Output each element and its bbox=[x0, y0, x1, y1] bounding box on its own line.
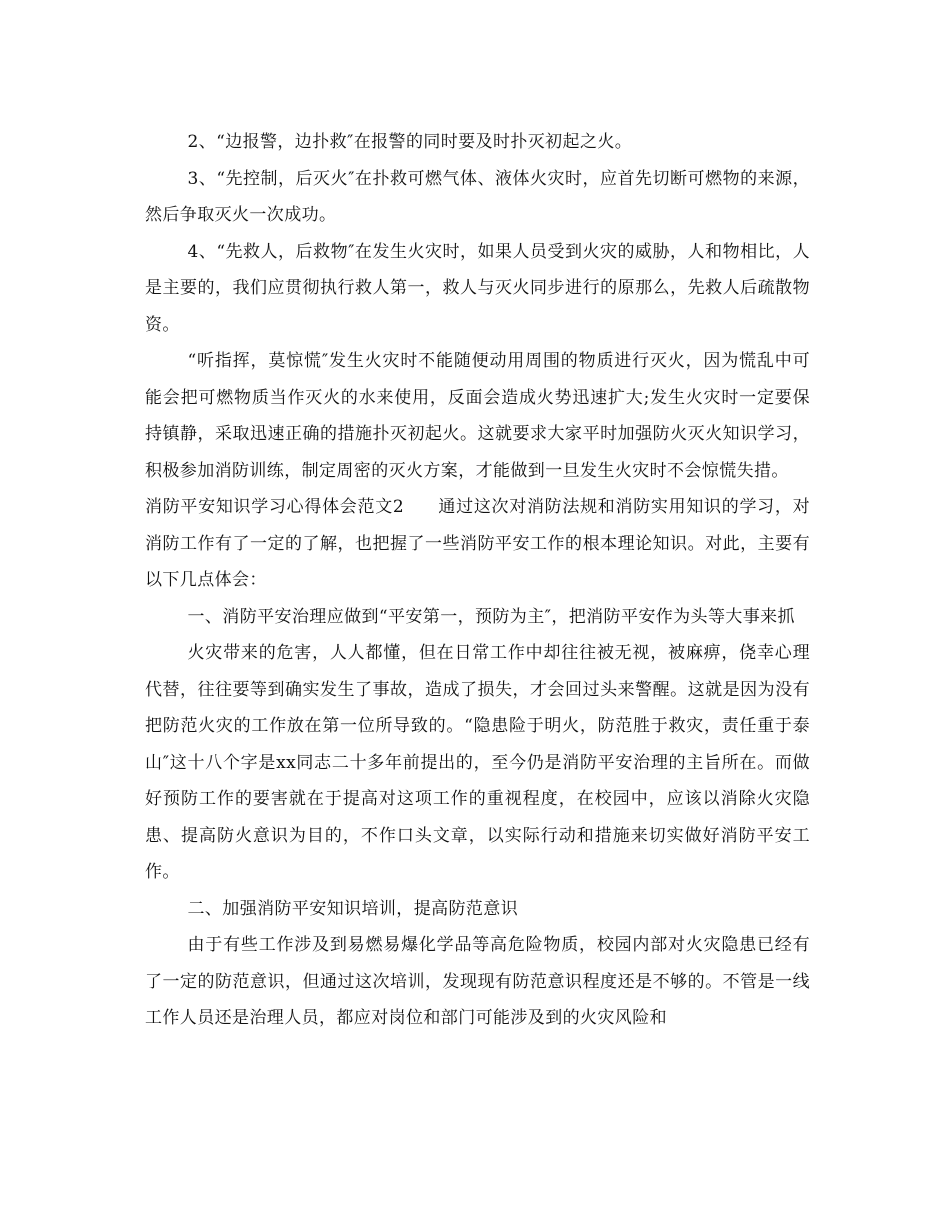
section-intro: 通过这次对消防法规和消防实用知识的学习，对消防工作有了一定的了解，也把握了一些消防平安工作的根本理论知识。对此，主要有以下几点体会： bbox=[145, 497, 810, 590]
point-1-body: 火灾带来的危害，人人都懂，但在日常工作中却往往被无视，被麻痹，侥幸心理代替，往往要等到确实发生了事故，造成了损失，才会回过头来警醒。这就是因为没有把防范火灾的工作放在第一位所导致的。“隐患险于明火，防范胜于救灾，责任重于泰山″这十八个字是xx同志二十多年前提出的，至今仍是消防平安治理的主旨所在。而做好预防工作的要害就在于提高对这项工作的重视程度，在校园中，应该以消除火灾隐患、提高防火意识为目的，不作口头文章，以实际行动和措施来切实做好消防平安工作。 bbox=[145, 643, 810, 882]
point-1-heading: 一、消防平安治理应做到“平安第一，预防为主″，把消防平安作为头等大事来抓 bbox=[187, 606, 795, 627]
point-2-heading: 二、加强消防平安知识培训，提高防范意识 bbox=[187, 898, 519, 919]
paragraph-rule-2: 2、“边报警，边扑救″在报警的同时要及时扑灭初起之火。 bbox=[187, 132, 633, 152]
point-2-body: 由于有些工作涉及到易燃易爆化学品等高危险物质，校园内部对火灾隐患已经有了一定的防范意识，但通过这次培训，发现现有防范意识程度还是不够的。不管是一线工作人员还是治理人员，都应对岗位和部门可能涉及到的火灾风险和 bbox=[145, 935, 810, 1028]
section-title: 消防平安知识学习心得体会范文2 bbox=[145, 497, 405, 517]
paragraph-rule-listen: “听指挥，莫惊慌″发生火灾时不能随便动用周围的物质进行灭火，因为慌乱中可能会把可燃物质当作灭火的水来使用，反面会造成火势迅速扩大;发生火灾时一定要保持镇静，采取迅速正确的措施扑灭初起火。这就要求大家平时加强防火灭火知识学习，积极参加消防训练，制定周密的灭火方案，才能做到一旦发生火灾时不会惊慌失措。 bbox=[145, 351, 810, 481]
paragraph-rule-4: 4、“先救人，后救物″在发生火灾时，如果人员受到火灾的威胁，人和物相比，人是主要的，我们应贯彻执行救人第一，救人与灭火同步进行的原那么，先救人后疏散物资。 bbox=[145, 241, 810, 335]
section-start bbox=[145, 489, 810, 599]
paragraph-rule-3: 3、“先控制，后灭火″在扑救可燃气体、液体火灾时，应首先切断可燃物的来源，然后争取灭火一次成功。 bbox=[145, 168, 810, 225]
document-body bbox=[145, 124, 810, 1037]
